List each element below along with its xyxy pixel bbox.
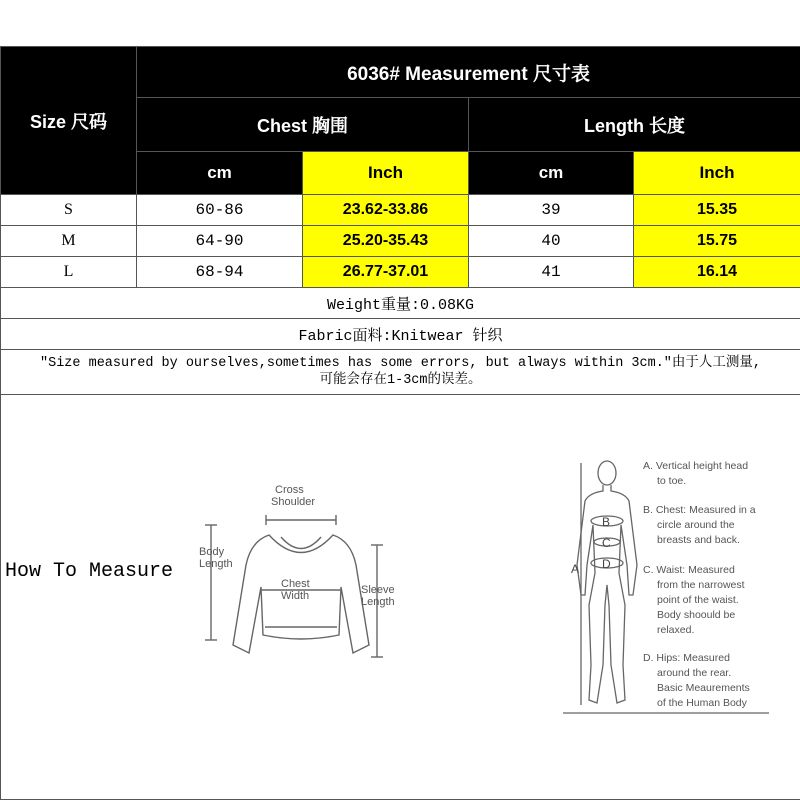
table-title: 6036# Measurement 尺寸表 — [137, 47, 800, 98]
length-cm-header: cm — [469, 152, 634, 195]
table-row — [1, 195, 800, 226]
note-c-3: point of the waist. — [657, 594, 739, 606]
length-inch-cell: 15.75 — [634, 226, 800, 257]
length-cm-cell: 39 — [469, 195, 634, 226]
note-line-1: "Size measured by ourselves,sometimes has some errors, but always within 3cm."由于人工测量, — [40, 356, 762, 371]
letter-c: C — [602, 536, 611, 550]
note-c-4: Body shoould be — [657, 609, 736, 621]
cross-label-1: Cross — [275, 484, 304, 496]
body-label-2: Length — [199, 558, 233, 570]
size-cell: L — [1, 257, 137, 288]
chest-cm-cell: 64-90 — [137, 226, 303, 257]
chest-inch-header: Inch — [303, 152, 469, 195]
measurement-note — [1, 350, 800, 395]
length-cm-cell: 41 — [469, 257, 634, 288]
note-line-2: 可能会存在1-3cm的误差。 — [319, 373, 482, 388]
chest-header: Chest 胸围 — [137, 98, 469, 152]
body-figure — [559, 455, 784, 725]
table-row — [1, 257, 800, 288]
length-cm-cell: 40 — [469, 226, 634, 257]
fabric-row: Fabric面料:Knitwear 针织 — [1, 319, 800, 350]
table-row — [1, 226, 800, 257]
chest-label-2: Width — [281, 590, 310, 602]
length-inch-cell: 16.14 — [634, 257, 800, 288]
note-d-2: around the rear. — [657, 667, 732, 679]
length-inch-header: Inch — [634, 152, 800, 195]
size-cell: M — [1, 226, 137, 257]
note-c-5: relaxed. — [657, 624, 695, 636]
garment-diagram — [191, 475, 406, 675]
chest-inch-cell: 26.77-37.01 — [303, 257, 469, 288]
note-c-2: from the narrowest — [657, 579, 745, 591]
chest-inch-cell: 25.20-35.43 — [303, 226, 469, 257]
chest-cm-cell: 60-86 — [137, 195, 303, 226]
length-inch-cell: 15.35 — [634, 195, 800, 226]
note-d-1: D. Hips: Measured — [643, 652, 730, 664]
chest-inch-cell: 23.62-33.86 — [303, 195, 469, 226]
note-a-1: A. Vertical height head — [643, 460, 749, 472]
note-d-3: Basic Meaurements — [657, 682, 750, 694]
letter-d: D — [602, 557, 611, 571]
sleeve-label-2: Length — [361, 596, 395, 608]
chest-label-1: Chest — [281, 578, 310, 590]
note-b-2: circle around the — [657, 519, 735, 531]
size-cell: S — [1, 195, 137, 226]
weight-row: Weight重量:0.08KG — [1, 288, 800, 319]
note-b-3: breasts and back. — [657, 534, 740, 546]
letter-b: B — [602, 515, 611, 529]
note-c-1: C. Waist: Measured — [643, 564, 735, 576]
chest-cm-cell: 68-94 — [137, 257, 303, 288]
letter-a: A — [571, 562, 580, 576]
cross-label-2: Shoulder — [271, 496, 316, 508]
size-chart-table — [0, 46, 800, 800]
how-to-measure-label: How To Measure — [5, 560, 174, 583]
size-header: Size 尺码 — [1, 47, 137, 195]
length-header: Length 长度 — [469, 98, 800, 152]
chest-cm-header: cm — [137, 152, 303, 195]
sleeve-label-1: Sleeve — [361, 584, 395, 596]
note-b-1: B. Chest: Measured in a — [643, 504, 756, 516]
how-to-measure-panel — [1, 395, 800, 800]
note-a-2: to toe. — [657, 475, 687, 487]
body-label-1: Body — [199, 546, 225, 558]
note-d-4: of the Human Body — [657, 697, 747, 709]
